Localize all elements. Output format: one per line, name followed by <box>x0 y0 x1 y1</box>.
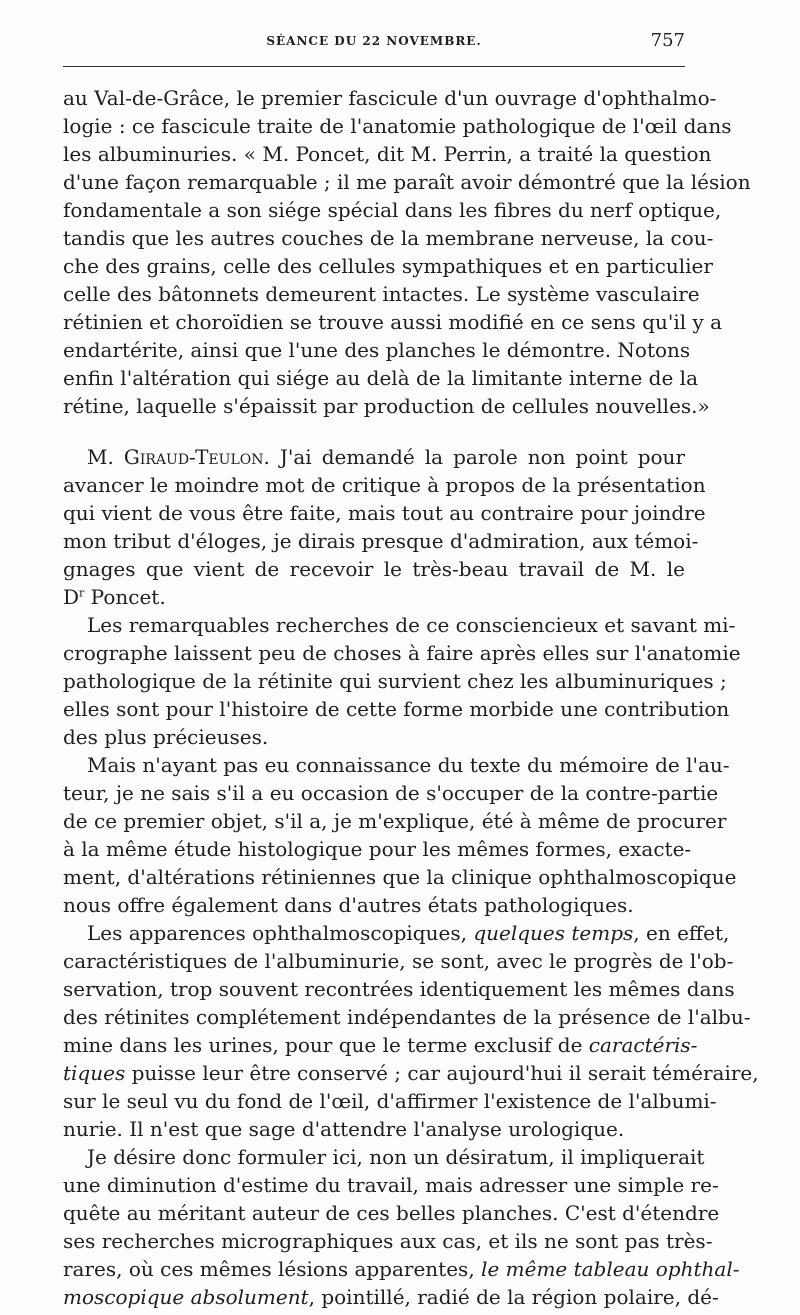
text-line: Les remarquables recherches de ce consciencieux et savant mi- <box>87 613 736 637</box>
paragraph-5 <box>63 919 759 1143</box>
paragraph-6 <box>63 1143 740 1311</box>
text-line: avancer le moindre mot de critique à propos de la présentation <box>63 473 706 497</box>
text-line: des rétinites complétement indépendantes de la présence de l'albu- <box>63 1005 751 1029</box>
text-line: rétinien et choroïdien se trouve aussi modifié en ce sens qu'il y a <box>63 310 723 334</box>
text-line: tandis que les autres couches de la membrane nerveuse, la cou- <box>63 226 714 250</box>
text-line: Les apparences ophthalmoscopiques, quelques temps, en effet, <box>87 921 730 945</box>
text-line: nous offre également dans d'autres états pathologiques. <box>63 893 634 917</box>
text-line: les albuminuries. « M. Poncet, dit M. Perrin, a traité la question <box>63 142 712 166</box>
text-line: au Val-de-Grâce, le premier fascicule d'un ouvrage d'ophthalmo- <box>63 86 717 110</box>
text-line: che des grains, celle des cellules sympathiques et en particulier <box>63 254 713 278</box>
paragraph-1 <box>63 84 751 420</box>
text-line: pathologique de la rétinite qui survient chez les albuminuriques ; <box>63 669 727 693</box>
paragraph-4 <box>63 751 737 919</box>
text-line: endartérite, ainsi que l'une des planches le démontre. Notons <box>63 338 691 362</box>
text-line: à la même étude histologique pour les mêmes formes, exacte- <box>63 837 692 861</box>
page-header <box>63 30 685 56</box>
text-line: $D^r$ Poncet. <box>63 585 166 609</box>
text-line: elles sont pour l'histoire de cette forme morbide une contribution <box>63 697 730 721</box>
text-line: caractéristiques de l'albuminurie, se sont, avec le progrès de l'ob- <box>63 949 734 973</box>
text-line: de ce premier objet, s'il a, je m'explique, été à même de procurer <box>63 809 727 833</box>
text-line: qui vient de vous être faite, mais tout au contraire pour joindre <box>63 501 706 525</box>
paragraph-2 <box>63 443 706 611</box>
text-line: enfin l'altération qui siége au delà de la limitante interne de la <box>63 366 698 390</box>
speaker-name: M. Giraud-Teulon. <box>87 445 270 469</box>
text-line: d'une façon remarquable ; il me paraît avoir démontré que la lésion <box>63 170 751 194</box>
text-line: quête au méritant auteur de ces belles planches. C'est d'étendre <box>63 1201 720 1225</box>
text-line: moscopique absolument, pointillé, radié de la région polaire, dé- <box>63 1285 719 1309</box>
text-line: mine dans les urines, pour que le terme exclusif de caractéris- <box>63 1033 698 1057</box>
page-number: 757 <box>650 30 685 51</box>
running-head: SÉANCE DU 22 NOVEMBRE. <box>266 34 482 48</box>
text-line: teur, je ne sais s'il a eu occasion de s'occuper de la contre-partie <box>63 781 719 805</box>
body-text <box>63 84 759 1311</box>
text-line: tiques puisse leur être conservé ; car aujourd'hui il serait téméraire, <box>63 1061 759 1085</box>
text-line: ment, d'altérations rétiniennes que la clinique ophthalmoscopique <box>63 865 737 889</box>
header-rule <box>63 66 685 67</box>
text-line: rétine, laquelle s'épaissit par production de cellules nouvelles.» <box>63 394 710 418</box>
text-line: M. Giraud-Teulon. J'ai demandé la parole non point pour <box>87 445 685 469</box>
text-line: ses recherches micrographiques aux cas, et ils ne sont pas très- <box>63 1229 713 1253</box>
text-line: celle des bâtonnets demeurent intactes. Le système vasculaire <box>63 282 700 306</box>
text-line: servation, trop souvent recontrées identiquement les mêmes dans <box>63 977 735 1001</box>
text-line: sur le seul vu du fond de l'œil, d'affirmer l'existence de l'albumi- <box>63 1089 717 1113</box>
text-line: rares, où ces mêmes lésions apparentes, le même tableau ophthal- <box>63 1257 740 1281</box>
text-line: nurie. Il n'est que sage d'attendre l'analyse urologique. <box>63 1117 625 1141</box>
text-line: fondamentale a son siége spécial dans les fibres du nerf optique, <box>63 198 722 222</box>
text-line: logie : ce fascicule traite de l'anatomie pathologique de l'œil dans <box>63 114 732 138</box>
text-line: une diminution d'estime du travail, mais adresser une simple re- <box>63 1173 719 1197</box>
text-line: Mais n'ayant pas eu connaissance du texte du mémoire de l'au- <box>87 753 730 777</box>
text-line: mon tribut d'éloges, je dirais presque d'admiration, aux témoi- <box>63 529 699 553</box>
text-line: Je désire donc formuler ici, non un désiratum, il impliquerait <box>87 1145 705 1169</box>
text-line: crographe laissent peu de choses à faire après elles sur l'anatomie <box>63 641 741 665</box>
text-line: gnages que vient de recevoir le très-beau travail de M. le <box>63 557 685 581</box>
paragraph-3 <box>63 611 741 751</box>
text-line: des plus précieuses. <box>63 725 269 749</box>
